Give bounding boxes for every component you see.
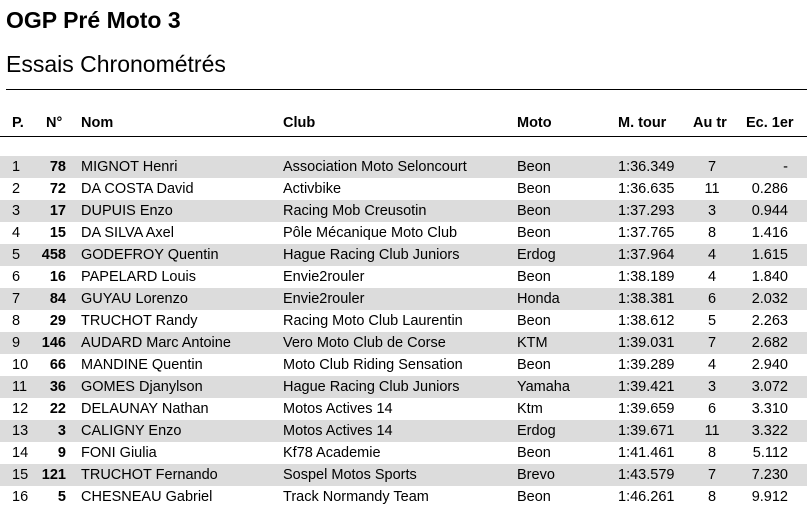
table-row — [0, 222, 807, 244]
cell-name: GOMES Djanylson — [81, 379, 203, 395]
cell-club: Sospel Motos Sports — [283, 467, 417, 483]
cell-club: Activbike — [283, 181, 342, 197]
cell-gap: 1.840 — [751, 269, 788, 285]
cell-lap-number: 8 — [707, 225, 717, 241]
cell-best-lap: 1:41.461 — [618, 445, 675, 461]
cell-club: Hague Racing Club Juniors — [283, 379, 460, 395]
header-best-lap: M. tour — [618, 115, 667, 131]
cell-position: 16 — [12, 489, 29, 505]
cell-lap-number: 7 — [707, 467, 717, 483]
cell-number: 84 — [49, 291, 66, 307]
cell-gap: 3.072 — [751, 379, 788, 395]
cell-position: 10 — [12, 357, 29, 373]
cell-moto: Beon — [517, 489, 551, 505]
header-name: Nom — [81, 115, 114, 131]
cell-number: 146 — [41, 335, 66, 351]
cell-gap: 0.944 — [751, 203, 788, 219]
cell-moto: Beon — [517, 181, 551, 197]
cell-club: Motos Actives 14 — [283, 401, 393, 417]
cell-gap: 2.940 — [751, 357, 788, 373]
table-row — [0, 266, 807, 288]
cell-lap-number: 6 — [707, 291, 717, 307]
cell-lap-number: 4 — [707, 247, 717, 263]
cell-position: 3 — [12, 203, 21, 219]
table-row — [0, 354, 807, 376]
cell-name: DELAUNAY Nathan — [81, 401, 209, 417]
cell-number: 29 — [49, 313, 66, 329]
table-row — [0, 178, 807, 200]
cell-number: 17 — [49, 203, 66, 219]
cell-club: Track Normandy Team — [283, 489, 429, 505]
cell-name: CHESNEAU Gabriel — [81, 489, 213, 505]
cell-gap: 0.286 — [751, 181, 788, 197]
cell-number: 36 — [49, 379, 66, 395]
cell-best-lap: 1:43.579 — [618, 467, 675, 483]
cell-lap-number: 8 — [707, 489, 717, 505]
cell-number: 15 — [49, 225, 66, 241]
cell-gap: 1.615 — [751, 247, 788, 263]
cell-moto: Beon — [517, 269, 551, 285]
cell-best-lap: 1:38.381 — [618, 291, 675, 307]
cell-gap: 2.032 — [751, 291, 788, 307]
table-row — [0, 420, 807, 442]
cell-position: 11 — [12, 379, 28, 395]
cell-moto: Beon — [517, 203, 551, 219]
header-gap: Ec. 1er — [746, 115, 794, 131]
cell-lap-number: 11 — [704, 181, 720, 197]
cell-best-lap: 1:39.421 — [618, 379, 675, 395]
cell-gap: 7.230 — [751, 467, 788, 483]
cell-lap-number: 11 — [704, 423, 720, 439]
cell-name: DA SILVA Axel — [81, 225, 174, 241]
cell-name: DA COSTA David — [81, 181, 194, 197]
table-row — [0, 398, 807, 420]
cell-name: TRUCHOT Fernando — [81, 467, 218, 483]
cell-moto: Honda — [517, 291, 560, 307]
table-row — [0, 244, 807, 266]
cell-gap: 2.263 — [751, 313, 788, 329]
cell-lap-number: 7 — [707, 159, 717, 175]
header-lap-number: Au tr — [693, 115, 727, 131]
cell-club: Pôle Mécanique Moto Club — [283, 225, 458, 241]
cell-club: Hague Racing Club Juniors — [283, 247, 460, 263]
cell-number: 458 — [41, 247, 66, 263]
cell-name: AUDARD Marc Antoine — [81, 335, 231, 351]
cell-lap-number: 5 — [707, 313, 717, 329]
cell-position: 8 — [12, 313, 21, 329]
header-moto: Moto — [517, 115, 552, 131]
cell-best-lap: 1:37.964 — [618, 247, 675, 263]
cell-name: PAPELARD Louis — [81, 269, 196, 285]
cell-best-lap: 1:39.659 — [618, 401, 675, 417]
cell-number: 22 — [49, 401, 66, 417]
cell-number: 9 — [57, 445, 66, 461]
cell-name: DUPUIS Enzo — [81, 203, 173, 219]
cell-name: CALIGNY Enzo — [81, 423, 182, 439]
cell-best-lap: 1:37.293 — [618, 203, 675, 219]
cell-best-lap: 1:36.349 — [618, 159, 675, 175]
cell-best-lap: 1:38.189 — [618, 269, 675, 285]
table-row — [0, 486, 807, 508]
header-number: N° — [46, 115, 63, 131]
cell-club: Moto Club Riding Sensation — [283, 357, 463, 373]
cell-club: Racing Moto Club Laurentin — [283, 313, 463, 329]
table-row — [0, 464, 807, 486]
cell-position: 5 — [12, 247, 21, 263]
cell-gap: 9.912 — [751, 489, 788, 505]
page-title: OGP Pré Moto 3 — [6, 7, 181, 33]
cell-lap-number: 3 — [707, 203, 717, 219]
header-position: P. — [12, 115, 24, 131]
cell-position: 2 — [12, 181, 21, 197]
table-row — [0, 332, 807, 354]
cell-moto: Brevo — [517, 467, 555, 483]
cell-club: Motos Actives 14 — [283, 423, 393, 439]
cell-position: 1 — [12, 159, 21, 175]
cell-gap: 5.112 — [752, 445, 788, 461]
cell-best-lap: 1:46.261 — [618, 489, 675, 505]
table-header — [0, 112, 807, 134]
cell-best-lap: 1:38.612 — [618, 313, 675, 329]
cell-number: 121 — [41, 467, 66, 483]
cell-lap-number: 8 — [707, 445, 717, 461]
cell-best-lap: 1:36.635 — [618, 181, 675, 197]
cell-best-lap: 1:39.031 — [618, 335, 675, 351]
cell-name: FONI Giulia — [81, 445, 157, 461]
header-club: Club — [283, 115, 316, 131]
cell-name: MANDINE Quentin — [81, 357, 203, 373]
table-row — [0, 376, 807, 398]
cell-number: 78 — [49, 159, 66, 175]
cell-moto: Beon — [517, 159, 551, 175]
table-row — [0, 288, 807, 310]
table-row — [0, 310, 807, 332]
cell-club: Kf78 Academie — [283, 445, 381, 461]
table-row — [0, 200, 807, 222]
cell-moto: Beon — [517, 357, 551, 373]
cell-name: MIGNOT Henri — [81, 159, 178, 175]
cell-moto: Ktm — [517, 401, 543, 417]
cell-lap-number: 3 — [707, 379, 717, 395]
cell-moto: Yamaha — [517, 379, 570, 395]
cell-number: 3 — [57, 423, 66, 439]
cell-club: Association Moto Seloncourt — [283, 159, 467, 175]
cell-position: 9 — [12, 335, 21, 351]
cell-moto: Beon — [517, 225, 551, 241]
cell-number: 72 — [49, 181, 66, 197]
header-divider — [0, 136, 807, 137]
cell-number: 16 — [49, 269, 66, 285]
cell-best-lap: 1:39.671 — [618, 423, 675, 439]
cell-gap: 2.682 — [751, 335, 788, 351]
cell-position: 14 — [12, 445, 29, 461]
cell-club: Envie2rouler — [283, 291, 365, 307]
cell-lap-number: 4 — [707, 357, 717, 373]
title-divider — [6, 89, 807, 90]
cell-moto: Erdog — [517, 423, 556, 439]
cell-name: GUYAU Lorenzo — [81, 291, 188, 307]
cell-moto: KTM — [517, 335, 548, 351]
cell-club: Racing Mob Creusotin — [283, 203, 427, 219]
table-row — [0, 156, 807, 178]
cell-lap-number: 4 — [707, 269, 717, 285]
table-row — [0, 442, 807, 464]
cell-club: Vero Moto Club de Corse — [283, 335, 446, 351]
cell-moto: Beon — [517, 313, 551, 329]
cell-gap: 3.322 — [751, 423, 788, 439]
cell-gap: 1.416 — [751, 225, 788, 241]
cell-position: 13 — [12, 423, 29, 439]
cell-name: TRUCHOT Randy — [81, 313, 198, 329]
page-subtitle: Essais Chronométrés — [6, 51, 226, 77]
cell-moto: Erdog — [517, 247, 556, 263]
cell-best-lap: 1:37.765 — [618, 225, 675, 241]
cell-gap: 3.310 — [751, 401, 788, 417]
cell-club: Envie2rouler — [283, 269, 365, 285]
cell-position: 4 — [12, 225, 21, 241]
cell-best-lap: 1:39.289 — [618, 357, 675, 373]
results-table — [0, 156, 807, 508]
cell-lap-number: 6 — [707, 401, 717, 417]
cell-moto: Beon — [517, 445, 551, 461]
cell-position: 7 — [12, 291, 21, 307]
cell-position: 6 — [12, 269, 21, 285]
cell-position: 12 — [12, 401, 29, 417]
cell-lap-number: 7 — [707, 335, 717, 351]
cell-number: 66 — [49, 357, 66, 373]
cell-name: GODEFROY Quentin — [81, 247, 219, 263]
cell-position: 15 — [12, 467, 29, 483]
cell-gap: - — [783, 159, 788, 175]
cell-number: 5 — [57, 489, 66, 505]
